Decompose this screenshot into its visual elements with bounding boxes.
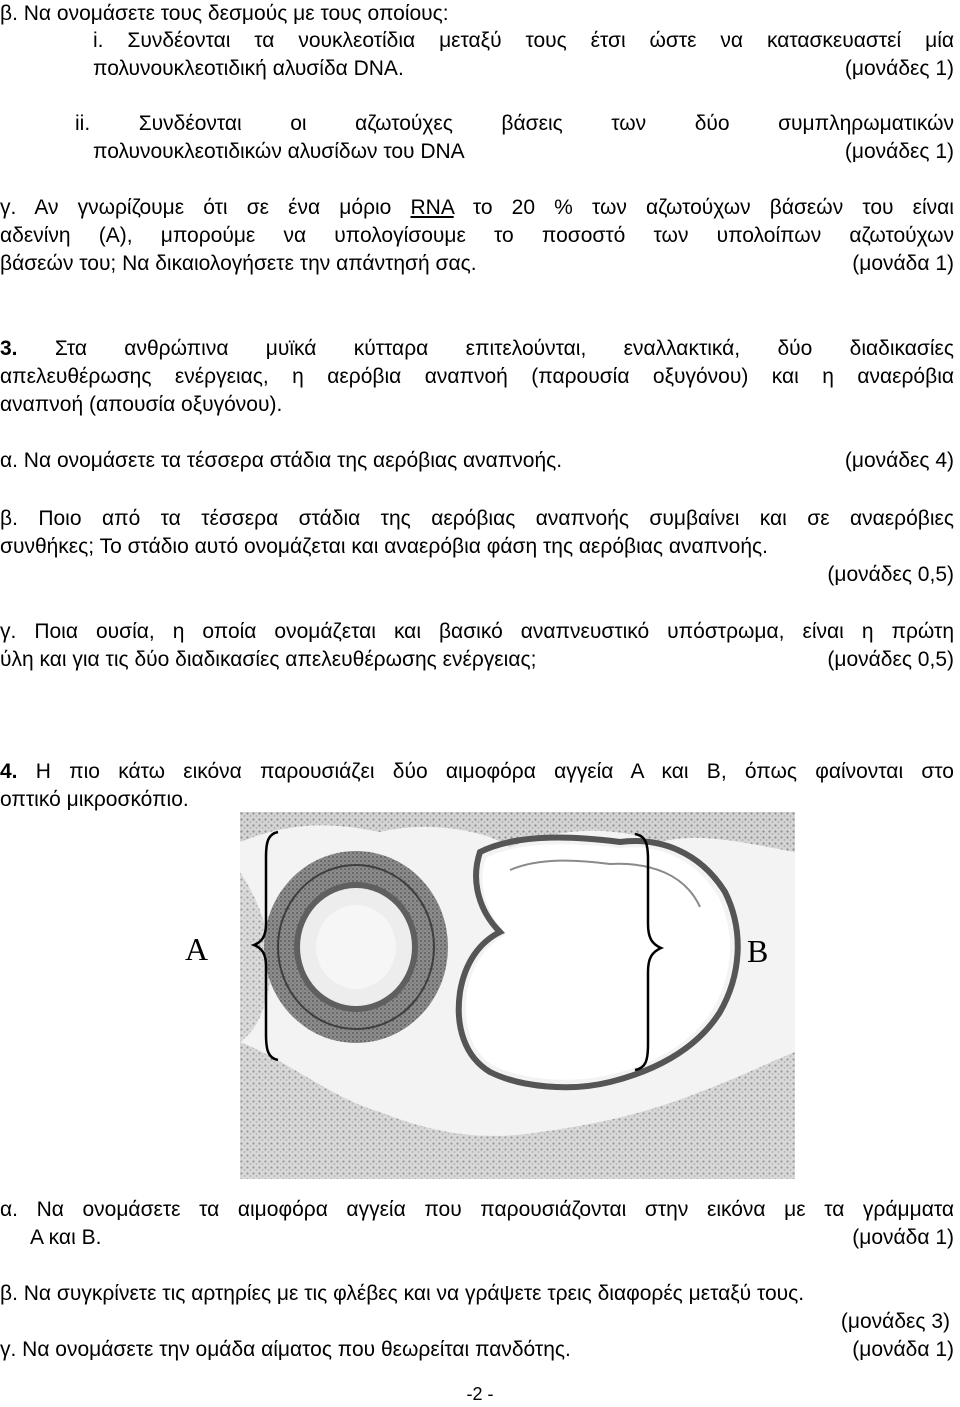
q4b-line1: β. Να συγκρίνετε τις αρτηρίες με τις φλέβες και να γράψετε τρεις διαφορές μεταξύ τους. [0, 1282, 805, 1305]
q2b-i-line2 [93, 56, 954, 84]
q2g-line1-post: το 20 % των αζωτούχων βάσεών του είναι [472, 196, 954, 219]
q4a-line2 [30, 1225, 954, 1253]
q3-line2: απελευθέρωσης ενέργειας, η αερόβια αναπνοή (παρουσία οξυγόνου) και η αναερόβια [0, 365, 954, 388]
q3-line3: αναπνοή (απουσία οξυγόνου). [0, 393, 283, 416]
q2b-intro: β. Να ονομάσετε τους δεσμούς με τους οποίους: [0, 2, 449, 25]
q4g-text: γ. Να ονομάσετε την ομάδα αίματος που θεωρείται πανδότης. [0, 1338, 571, 1361]
q2g-line1-pre: γ. Αν γνωρίζουμε ότι σε ένα μόριο [0, 196, 392, 219]
q2b-ii-text2: πολυνουκλεοτιδικών αλυσίδων του DNA [93, 140, 465, 163]
q3b-line2: συνθήκες; Το στάδιο αυτό ονομάζεται και αναερόβια φάση της αερόβιας αναπνοής. [0, 535, 768, 558]
q2b-i-text2: πολυνουκλεοτιδική αλυσίδα DNA. [93, 57, 404, 80]
q2b-ii-marks: (μονάδες 1) [844, 140, 954, 163]
q3b-marks: (μονάδες 0,5) [827, 563, 954, 586]
q2g-line3 [0, 251, 954, 279]
q4b-marks-line [0, 1309, 950, 1337]
q3-line1-text: Στα ανθρώπινα μυϊκά κύτταρα επιτελούνται, εναλλακτικά, δύο διαδικασίες [54, 337, 954, 360]
label-b: B [747, 933, 769, 969]
q2b-i-line1: i. Συνδέονται τα νουκλεοτίδια μεταξύ τους έτσι ώστε να κατασκευαστεί μία [93, 29, 954, 52]
q2g-line2: αδενίνη (Α), μπορούμε να υπολογίσουμε το ποσοστό των υπολοίπων αζωτούχων [0, 224, 954, 247]
q3a-marks: (μονάδες 4) [844, 449, 954, 472]
q4g-marks: (μονάδα 1) [852, 1338, 954, 1361]
q2g-marks: (μονάδα 1) [852, 252, 954, 275]
q4-number: 4. [0, 760, 18, 783]
q3b-marks-line [0, 562, 954, 590]
page-number: -2 - [466, 1384, 494, 1404]
q2g-line3-text: βάσεών του; Να δικαιολογήσετε την απάντησή σας. [0, 252, 477, 275]
q4a-marks: (μονάδα 1) [852, 1226, 954, 1249]
q3-number: 3. [0, 337, 18, 360]
q2g-rna: RNA [410, 196, 454, 219]
q3g-line2-text: ύλη και για τις δύο διαδικασίες απελευθέρωσης ενέργειας; [0, 648, 537, 671]
q4a-line2-text: Α και Β. [30, 1226, 102, 1249]
q2b-ii-line2 [93, 139, 954, 167]
q4b-marks: (μονάδες 3) [840, 1310, 950, 1333]
q3a [0, 448, 954, 476]
q2g-line1 [0, 195, 954, 223]
q4-line1 [0, 759, 954, 787]
q3-line1 [0, 336, 954, 364]
blood-vessels-micrograph [180, 812, 795, 1179]
q3g-marks: (μονάδες 0,5) [827, 648, 954, 671]
q4-line2: οπτικό μικροσκόπιο. [0, 788, 189, 811]
label-a: A [185, 931, 209, 967]
q4g [0, 1337, 954, 1365]
q3g-line2 [0, 647, 954, 675]
q4a-line1: α. Να ονομάσετε τα αιμοφόρα αγγεία που παρουσιάζονται στην εικόνα με τα γράμματα [0, 1198, 954, 1221]
q2b-ii-line1: ii. Συνδέονται οι αζωτούχες βάσεις των δύο συμπληρωματικών [75, 112, 954, 135]
q3g-line1: γ. Ποια ουσία, η οποία ονομάζεται και βασικό αναπνευστικό υπόστρωμα, είναι η πρώτη [0, 620, 954, 643]
q4-line1-text: Η πιο κάτω εικόνα παρουσιάζει δύο αιμοφόρα αγγεία Α και Β, όπως φαίνονται στο [35, 760, 954, 783]
q2b-i-marks: (μονάδες 1) [844, 57, 954, 80]
q3a-text: α. Να ονομάσετε τα τέσσερα στάδια της αερόβιας αναπνοής. [0, 449, 563, 472]
q3b-line1: β. Ποιο από τα τέσσερα στάδια της αερόβιας αναπνοής συμβαίνει και σε αναερόβιες [0, 507, 954, 530]
